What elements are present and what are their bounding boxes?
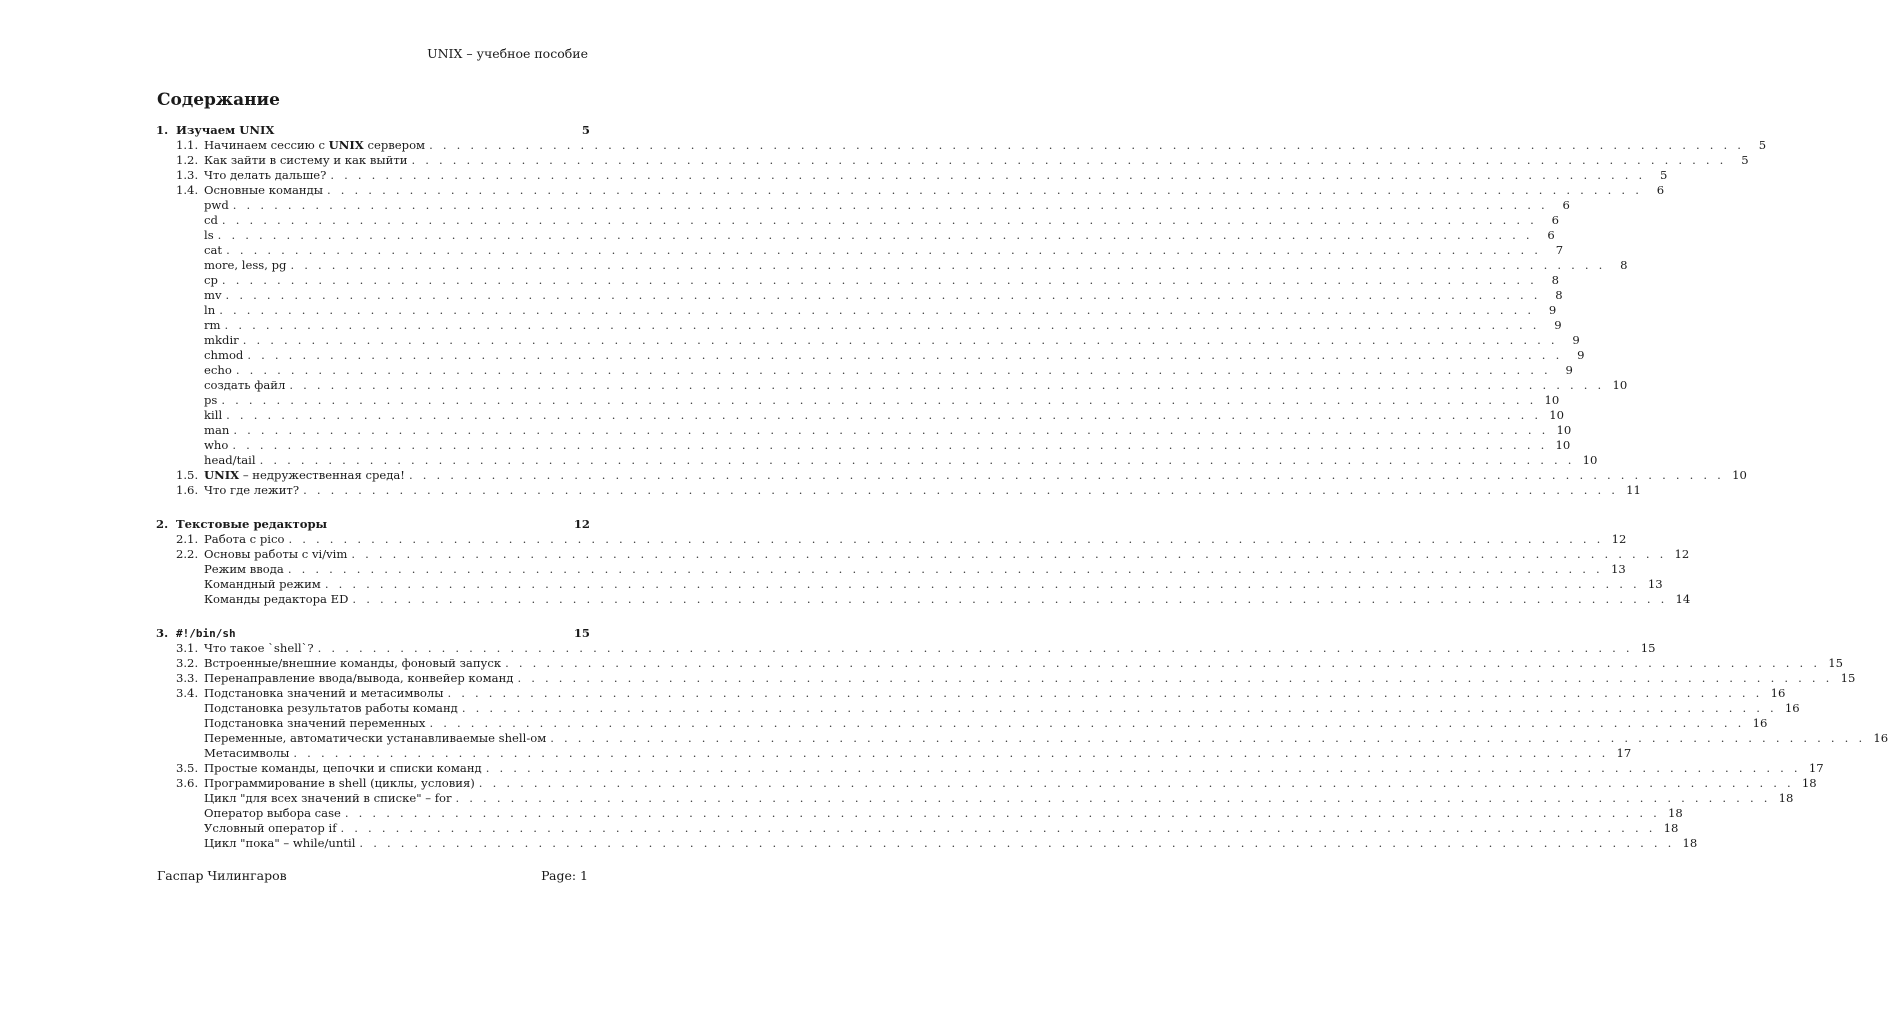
toc-entry-title: Простые команды, цепочки и списки команд [204,761,482,775]
toc-entry-title-part: UNIX [328,138,364,152]
dot-leader [233,423,1548,438]
toc-entry-title: Командный режим [204,577,321,591]
toc-entry-title-part: UNIX [204,468,240,482]
toc-entry-title [204,468,405,483]
toc-entry-title: cp [204,273,218,287]
toc-entry-page: 18 [1801,776,1817,790]
toc-entry-page: 6 [1547,228,1555,242]
toc-entry-title: Подстановка значений переменных [204,716,426,730]
toc-entry-page: 10 [1732,468,1747,482]
toc-entry-sub[interactable] [156,701,1800,716]
dot-leader [359,836,1674,851]
toc-entry-page: 12 [1674,547,1690,561]
toc-entry-page: 16 [1770,686,1786,700]
toc-entry-sub[interactable] [156,288,1563,303]
toc-entry-page: 13 [1610,562,1626,576]
toc-entry-title: Подстановка значений и метасимволы [204,686,444,700]
toc-entry-title: Команды редактора ED [204,592,349,606]
toc-entry-sub[interactable] [156,258,1628,273]
toc-entry-page: 16 [1873,731,1888,745]
toc-entry-title: Цикл "пока" – while/until [204,836,356,850]
toc-entry-title: Встроенные/внешние команды, фоновый запуск [204,656,502,670]
toc-entry-number: 3. [156,626,169,640]
toc-entry-section[interactable] [156,547,1690,562]
toc-entry-title: Перенаправление ввода/вывода, конвейер команд [204,671,514,685]
toc-entry-page: 18 [1682,836,1698,850]
toc-entry-title: pwd [204,198,229,212]
toc-entry-page: 5 [1741,153,1749,167]
toc-entry-page: 10 [1582,453,1598,467]
toc-entry-title-part: Начинаем сессию с [204,138,329,152]
toc-entry-page: 17 [1808,761,1824,775]
toc-entry-title: head/tail [204,453,256,467]
toc-entry-page: 17 [1616,746,1632,760]
dot-leader [318,641,1633,656]
toc-entry-title: mkdir [204,333,239,347]
toc-entry-title: Программирование в shell (циклы, условия) [204,776,475,790]
dot-leader [233,198,1548,213]
toc-entry-title: cd [204,213,218,227]
toc-entry-section[interactable] [156,761,1824,776]
dot-leader [247,348,1562,363]
toc-entry-title: Что делать дальше? [204,168,327,182]
toc-entry-number: 3.2. [176,656,199,670]
footer-page-number: Page: 1 [541,868,588,883]
dot-leader [479,776,1794,791]
dot-leader [327,183,1642,198]
toc-entry-sub[interactable] [156,746,1632,761]
toc-entry-number: 2.1. [176,532,199,546]
toc-entry-page: 16 [1784,701,1800,715]
dot-leader [293,746,1608,761]
dot-leader [345,806,1660,821]
toc-entry-title: Подстановка результатов работы команд [204,701,458,715]
toc-entry-title: Условный оператор if [204,821,337,835]
toc-entry-title: Основные команды [204,183,323,197]
toc-entry-sub[interactable] [156,806,1683,821]
toc-entry-title-part: – недружественная среда! [239,468,405,482]
toc-entry-title: ps [204,393,218,407]
toc-entry-sub[interactable] [156,228,1555,243]
dot-leader [325,577,1640,592]
toc-entry-page: 15 [1840,671,1856,685]
toc-entry-chapter[interactable] [156,626,590,641]
toc-entry-number: 3.1. [176,641,199,655]
toc-entry-page: 5 [581,123,590,137]
toc-entry-section[interactable] [156,483,1641,498]
toc-entry-number: 3.5. [176,761,199,775]
toc-entry-page: 15 [1640,641,1656,655]
dot-leader [505,656,1820,671]
toc-entry-page: 9 [1554,318,1562,332]
dot-leader [222,213,1537,228]
toc-entry-title: cat [204,243,223,257]
toc-entry-page: 9 [1577,348,1585,362]
toc-entry-page: 8 [1555,288,1563,302]
toc-entry-sub[interactable] [156,363,1573,378]
toc-entry-number: 1.5. [176,468,199,482]
toc-entry-title: Переменные, автоматически устанавливаемые shell-ом [204,731,547,745]
toc-entry-title: who [204,438,229,452]
toc-entry-section[interactable] [156,468,1747,483]
toc-entry-page: 11 [1626,483,1641,497]
dot-leader [462,701,1777,716]
toc-entry-number: 3.6. [176,776,199,790]
toc-entry-sub[interactable] [156,273,1560,288]
toc-entry-sub[interactable] [156,243,1564,258]
toc-entry-chapter[interactable] [156,517,590,532]
toc-entry-number: 3.3. [176,671,199,685]
dot-leader [429,138,1744,153]
toc-entry-title: mv [204,288,222,302]
toc-entry-section[interactable] [156,776,1817,791]
dot-leader [517,671,1832,686]
toc-entry-page: 6 [1551,213,1560,227]
toc-entry-title: ln [204,303,216,317]
toc-entry-title: Что такое `shell`? [204,641,314,655]
toc-entry-sub[interactable] [156,213,1560,228]
toc-entry-section[interactable] [156,138,1767,153]
dot-leader [550,731,1865,746]
toc-entry-page: 10 [1556,423,1572,437]
toc-entry-number: 1.3. [176,168,199,182]
toc-entry-number: 2.2. [176,547,199,561]
toc-entry-title: Цикл "для всех значений в списке" – for [204,791,452,805]
toc-entry-sub[interactable] [156,562,1626,577]
dot-leader [447,686,1762,701]
toc-entry-page: 18 [1663,821,1679,835]
toc-entry-title: kill [204,408,223,422]
dot-leader [218,228,1533,243]
toc-entry-page: 14 [1675,592,1691,606]
table-of-contents [156,123,1888,851]
toc-entry-page: 9 [1565,363,1573,377]
running-header: UNIX – учебное пособие [427,46,588,61]
dot-leader [486,761,1801,776]
toc-entry-sub[interactable] [156,318,1562,333]
toc-entry-sub[interactable] [156,393,1560,408]
dot-leader [236,363,1551,378]
toc-entry-title [204,138,425,153]
dot-leader [303,483,1618,498]
dot-leader [411,153,1726,168]
dot-leader [225,318,1540,333]
toc-entry-title: Оператор выбора case [204,806,341,820]
toc-entry-number: 1. [156,123,169,137]
dot-leader [341,821,1656,836]
toc-entry-title: Как зайти в систему и как выйти [204,153,408,167]
toc-entry-page: 18 [1668,806,1683,820]
toc-entry-sub[interactable] [156,378,1628,393]
dot-leader [226,408,1541,423]
toc-entry-chapter[interactable] [156,123,590,138]
toc-entry-title: создать файл [204,378,286,392]
dot-leader [289,378,1604,393]
toc-entry-page: 5 [1660,168,1668,182]
dot-leader [429,716,1744,731]
toc-entry-title: Метасимволы [204,746,290,760]
dot-leader [226,288,1541,303]
dot-leader [221,393,1536,408]
toc-entry-section[interactable] [156,671,1856,686]
toc-entry-page: 13 [1647,577,1663,591]
toc-entry-sub[interactable] [156,592,1691,607]
toc-entry-page: 10 [1549,408,1565,422]
toc-entry-page: 16 [1752,716,1768,730]
toc-entry-page: 6 [1656,183,1665,197]
chapter-spacer [156,607,590,626]
toc-entry-number: 1.4. [176,183,199,197]
toc-entry-sub[interactable] [156,791,1794,806]
toc-entry-title: Что где лежит? [204,483,300,497]
dot-leader [409,468,1724,483]
toc-entry-title: echo [204,363,232,377]
dot-leader [456,791,1771,806]
toc-entry-sub[interactable] [156,198,1570,213]
dot-leader [243,333,1558,348]
toc-entry-title-part: сервером [363,138,426,152]
toc-entry-page: 10 [1612,378,1628,392]
toc-entry-number: 1.2. [176,153,199,167]
toc-entry-title: Текстовые редакторы [176,517,328,531]
dot-leader [222,273,1537,288]
dot-leader [226,243,1541,258]
toc-entry-title: chmod [204,348,244,362]
toc-entry-sub[interactable] [156,821,1679,836]
toc-entry-title: man [204,423,230,437]
toc-entry-sub[interactable] [156,453,1598,468]
toc-entry-number: 1.1. [176,138,199,152]
toc-entry-number: 3.4. [176,686,199,700]
toc-entry-sub[interactable] [156,423,1572,438]
toc-entry-title: #!/bin/sh [176,627,236,640]
toc-entry-title: Режим ввода [204,562,284,576]
toc-entry-page: 7 [1555,243,1564,257]
toc-entry-title: ls [204,228,214,242]
toc-entry-title: Работа с pico [204,532,285,546]
toc-entry-section[interactable] [156,656,1843,671]
toc-entry-section[interactable] [156,153,1749,168]
toc-entry-sub[interactable] [156,438,1571,453]
toc-entry-page: 9 [1572,333,1580,347]
contents-heading: Содержание [157,90,280,110]
toc-entry-page: 10 [1544,393,1560,407]
toc-entry-page: 15 [573,626,590,640]
toc-entry-title: rm [204,318,221,332]
toc-entry-page: 15 [1828,656,1843,670]
toc-entry-sub[interactable] [156,716,1768,731]
toc-entry-section[interactable] [156,686,1786,701]
dot-leader [351,547,1666,562]
dot-leader [260,453,1575,468]
dot-leader [352,592,1667,607]
toc-entry-sub[interactable] [156,577,1663,592]
dot-leader [290,258,1605,273]
toc-entry-page: 6 [1562,198,1570,212]
toc-entry-title: more, less, pg [204,258,287,272]
dot-leader [288,562,1603,577]
toc-entry-section[interactable] [156,168,1668,183]
toc-entry-sub[interactable] [156,731,1888,746]
toc-entry-page: 8 [1620,258,1628,272]
dot-leader [288,532,1603,547]
toc-entry-sub[interactable] [156,333,1580,348]
toc-entry-sub[interactable] [156,348,1585,363]
toc-entry-page: 5 [1758,138,1767,152]
footer-author: Гаспар Чилингаров [157,868,287,883]
toc-entry-page: 9 [1548,303,1557,317]
chapter-spacer [156,498,590,517]
toc-entry-title: Изучаем UNIX [176,123,275,137]
toc-entry-section[interactable] [156,532,1627,547]
dot-leader [232,438,1547,453]
toc-entry-section[interactable] [156,641,1656,656]
toc-entry-page: 8 [1551,273,1560,287]
toc-entry-section[interactable] [156,183,1665,198]
toc-entry-sub[interactable] [156,836,1698,851]
toc-entry-page: 18 [1778,791,1794,805]
dot-leader [330,168,1645,183]
toc-entry-page: 12 [1611,532,1627,546]
toc-entry-page: 12 [573,517,590,531]
toc-entry-title: Основы работы с vi/vim [204,547,348,561]
toc-entry-page: 10 [1555,438,1571,452]
toc-entry-sub[interactable] [156,408,1565,423]
toc-entry-sub[interactable] [156,303,1557,318]
toc-entry-number: 2. [156,517,169,531]
toc-entry-number: 1.6. [176,483,199,497]
dot-leader [219,303,1534,318]
